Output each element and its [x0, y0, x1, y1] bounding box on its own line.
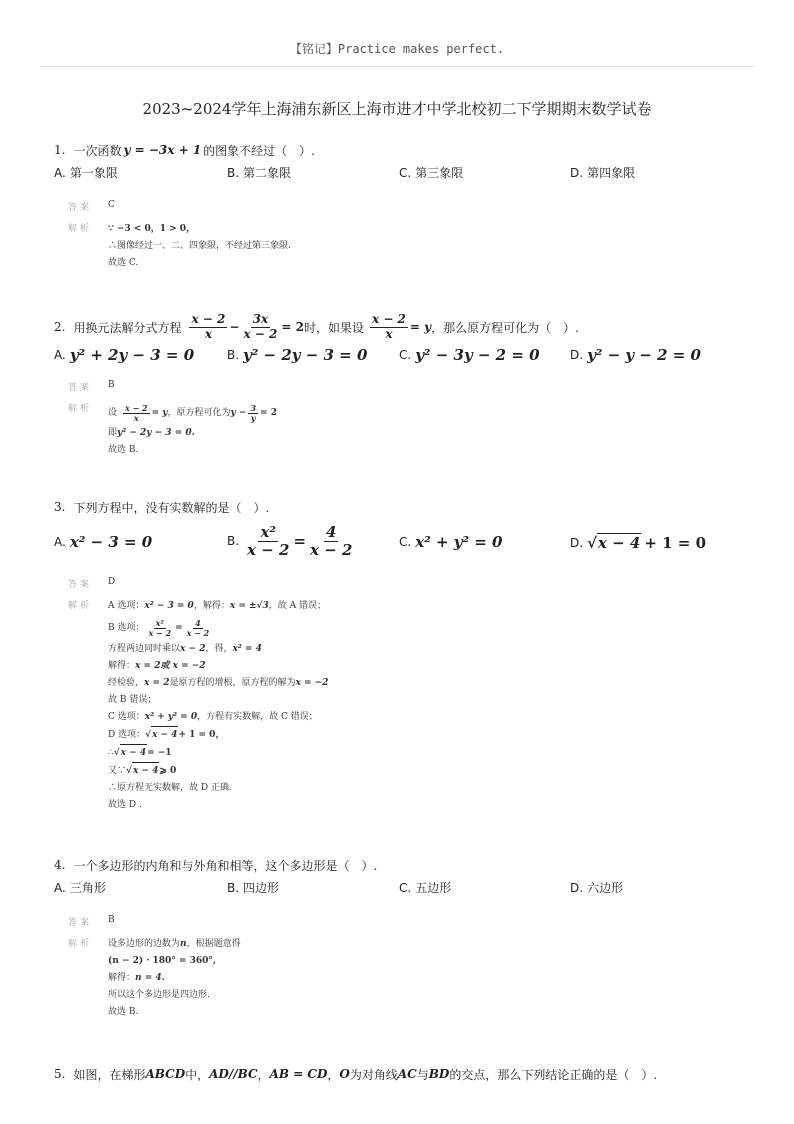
analysis-line: [108, 641, 328, 658]
sqrt-icon: √: [587, 533, 597, 552]
analysis-text: [108, 598, 328, 814]
answer-value: D: [108, 577, 116, 587]
math-expression: + 1 = 0，: [178, 730, 225, 740]
question-number: 4.: [54, 858, 66, 872]
text: ，根据题意得: [186, 939, 241, 949]
analysis-line: [108, 709, 328, 726]
answer-tag: 答案: [68, 918, 93, 928]
option-a[interactable]: [54, 533, 152, 551]
math-expression: O: [339, 1067, 350, 1081]
denominator: x − 2: [148, 627, 172, 638]
sqrt-icon: √: [126, 766, 132, 776]
math-expression: x² + y² = 0: [144, 712, 198, 722]
option-label: D.: [570, 880, 584, 895]
fraction: [241, 313, 279, 340]
text: ，原方程可化为: [167, 407, 231, 418]
analysis-line: 故选 D .: [108, 800, 142, 810]
denominator: x − 2: [186, 627, 210, 638]
radicand: x − 4: [597, 534, 641, 552]
sqrt: [151, 726, 178, 744]
option-a[interactable]: [54, 164, 118, 181]
fraction: [308, 524, 354, 558]
fraction: [370, 313, 408, 340]
answer-tag: 答案: [68, 383, 93, 393]
stem-text: 的交点，那么下列结论正确的是（ ）.: [449, 1067, 658, 1082]
option-label: A.: [54, 348, 66, 362]
option-label: A.: [54, 880, 66, 895]
fraction: [189, 313, 227, 340]
option-b[interactable]: [227, 521, 356, 561]
option-text: y² − 3y − 2 = 0: [415, 346, 540, 364]
option-b[interactable]: [227, 164, 291, 181]
math-expression: x = 2或 x = −2: [135, 661, 206, 671]
numerator: 4: [326, 523, 337, 541]
math-expression: + 1 = 0: [644, 533, 707, 552]
math-expression: ⩾ 0: [159, 766, 177, 776]
question-stem: [54, 140, 744, 160]
question-4: [54, 855, 744, 1021]
option-label: D.: [570, 348, 584, 362]
analysis-tag: 解析: [68, 224, 93, 234]
option-b[interactable]: [227, 346, 367, 364]
math-expression: ABCD: [145, 1067, 186, 1081]
math-expression: BD: [428, 1067, 450, 1081]
analysis-line: [108, 401, 277, 425]
analysis-line: ∵ −3 < 0，1 > 0，: [108, 224, 196, 234]
page-title: 2023~2024学年上海浦东新区上海市进才中学北校初二下学期期末数学试卷: [142, 100, 652, 118]
option-d[interactable]: [570, 533, 706, 552]
stem-text: 与: [416, 1067, 429, 1082]
answer-block: [54, 915, 744, 1021]
text: 即: [108, 428, 118, 438]
question-stem: [54, 497, 744, 517]
numerator: x − 2: [371, 312, 406, 327]
text: 经检验，: [108, 678, 145, 688]
option-text: y² − 2y − 3 = 0: [243, 346, 368, 364]
sqrt-icon: √: [113, 748, 120, 758]
radicand: x − 4: [132, 762, 159, 780]
stem-text: ，那么原方程可化为（ ）.: [431, 320, 579, 335]
question-stem: [54, 312, 744, 342]
denominator: x − 2: [243, 326, 278, 341]
analysis-line: [108, 598, 328, 615]
analysis-line: [108, 675, 328, 692]
option-text: y² − y − 2 = 0: [587, 346, 701, 364]
fraction: [185, 619, 212, 638]
analysis-line: [108, 762, 328, 780]
options: [54, 164, 744, 186]
math-expression: AC: [397, 1067, 417, 1081]
answer-value: C: [108, 200, 115, 210]
text: 方程两边同时乘以: [108, 644, 181, 654]
option-label: C.: [399, 535, 412, 549]
analysis-line: [108, 970, 241, 987]
math-expression: x = ±√3: [229, 601, 269, 611]
option-a[interactable]: [54, 346, 194, 364]
text: ，得，: [205, 644, 233, 654]
sqrt-icon: √: [145, 730, 151, 740]
text: ∴: [108, 748, 114, 758]
text: ，方程有实数解，故 C 错误；: [197, 712, 318, 722]
stem-text: 用换元法解分式方程: [73, 320, 182, 335]
analysis-line: [108, 936, 241, 953]
option-c[interactable]: [399, 879, 451, 896]
option-text: y² + 2y − 3 = 0: [69, 346, 195, 364]
denominator: x: [385, 326, 393, 341]
options: [54, 346, 744, 368]
math-expression: AB = CD: [269, 1067, 328, 1081]
option-text: x² + y² = 0: [415, 533, 503, 551]
options: [54, 521, 744, 561]
answer-value: B: [108, 915, 115, 925]
option-label: C.: [399, 165, 412, 180]
option-text: 第一象限: [69, 166, 118, 180]
numerator: 3: [250, 402, 257, 413]
analysis-line: 所以这个多边形是四边形.: [108, 990, 210, 1000]
operator: =: [293, 532, 307, 550]
option-text: 四边形: [243, 881, 280, 895]
question-number: 5.: [54, 1067, 66, 1081]
math-expression: n: [180, 939, 187, 949]
option-a[interactable]: [54, 879, 106, 896]
header-divider: [40, 66, 755, 67]
math-expression: x = 2: [144, 678, 170, 688]
math-expression: = 2: [260, 407, 277, 418]
numerator: x − 2: [125, 402, 148, 413]
denominator: x − 2: [247, 540, 290, 559]
denominator: x: [204, 326, 212, 341]
numerator: 4: [195, 617, 201, 628]
stem-text: 下列方程中，没有实数解的是（ ）.: [73, 500, 270, 515]
answer-block: [54, 577, 744, 814]
math-expression: n = 4.: [135, 973, 165, 983]
analysis-text: [108, 936, 241, 1021]
analysis-line: [108, 744, 328, 762]
math-expression: = y: [151, 407, 168, 418]
answer-block: [54, 200, 744, 272]
option-c[interactable]: [399, 533, 502, 551]
stem-text: ，: [327, 1067, 340, 1082]
sqrt: [132, 762, 159, 780]
option-c[interactable]: [399, 164, 463, 181]
question-1: [54, 140, 744, 272]
math-expression: y = −3x + 1: [123, 143, 202, 157]
option-label: B.: [227, 165, 240, 180]
analysis-text: [108, 401, 277, 459]
numerator: x − 2: [191, 312, 226, 327]
text: ，解得：: [193, 601, 230, 611]
stem-text: ，: [257, 1067, 270, 1082]
question-number: 2.: [54, 320, 66, 334]
option-text: 五边形: [415, 881, 452, 895]
option-b[interactable]: [227, 879, 279, 896]
numerator: x²: [260, 523, 276, 541]
stem-text: 如图，在梯形: [73, 1067, 146, 1082]
option-label: B.: [227, 348, 240, 362]
question-stem: [54, 855, 744, 875]
option-label: D.: [570, 535, 584, 550]
analysis-line: [108, 615, 328, 641]
question-2: [54, 312, 744, 459]
stem-text: 一个多边形的内角和与外角和相等，这个多边形是（ ）.: [73, 858, 378, 873]
text: 解得：: [108, 973, 136, 983]
analysis-tag: 解析: [68, 601, 93, 611]
text: 解得：: [108, 661, 136, 671]
radicand: x − 4: [120, 744, 147, 762]
option-label: D.: [570, 165, 584, 180]
stem-text: 时，如果设: [303, 320, 364, 335]
option-text: 第三象限: [415, 166, 464, 180]
math-expression: x² − 3 = 0: [144, 601, 194, 611]
option-d[interactable]: [570, 879, 623, 896]
analysis-tag: 解析: [68, 404, 93, 414]
question-number: 1.: [54, 143, 66, 157]
answer-block: [54, 380, 744, 459]
option-text: 三角形: [69, 881, 106, 895]
answer-tag: 答案: [68, 580, 93, 590]
analysis-tag: 解析: [68, 939, 93, 949]
math-expression: x = −2: [295, 678, 329, 688]
analysis-line: [108, 658, 328, 675]
analysis-line: 故选 B.: [108, 1007, 139, 1017]
fraction: [248, 404, 258, 423]
math-expression: AD//BC: [209, 1067, 258, 1081]
sqrt: [597, 533, 641, 552]
question-number: 3.: [54, 500, 66, 514]
text: C 选项：: [108, 712, 145, 722]
option-label: A.: [54, 535, 66, 549]
denominator: x: [133, 412, 139, 423]
option-d[interactable]: [570, 346, 701, 364]
math-expression: y −: [230, 407, 247, 418]
operator: =: [175, 622, 183, 633]
analysis-line: ∴原方程无实数解，故 D 正确.: [108, 783, 232, 793]
radicand: x − 4: [151, 726, 178, 744]
option-label: C.: [399, 880, 412, 895]
operator: −: [229, 320, 240, 334]
option-text: 六边形: [587, 881, 624, 895]
analysis-line: [108, 726, 328, 744]
analysis-text: [108, 221, 291, 272]
question-5: [54, 1064, 744, 1084]
option-label: B.: [227, 880, 240, 895]
option-label: B.: [227, 534, 240, 548]
text: B 选项：: [108, 622, 145, 633]
text: D 选项：: [108, 730, 146, 740]
option-text: 第二象限: [243, 166, 292, 180]
option-text: x² − 3 = 0: [69, 533, 153, 551]
fraction: [146, 619, 173, 638]
math-expression: = −1: [147, 748, 172, 758]
options: [54, 879, 744, 901]
analysis-line: ∴图像经过一、二、四象限，不经过第三象限.: [108, 241, 291, 251]
math-expression: = y: [409, 320, 432, 334]
option-c[interactable]: [399, 346, 540, 364]
text: 设: [108, 407, 118, 418]
numerator: x²: [155, 617, 164, 628]
analysis-line: 故选 B.: [108, 445, 139, 455]
text: 是原方程的增根，原方程的解为: [169, 678, 296, 688]
math-expression: y² − 2y − 3 = 0.: [117, 428, 195, 438]
stem-text: 一次函数: [73, 143, 122, 158]
math-expression: x − 2: [180, 644, 206, 654]
option-label: A.: [54, 165, 66, 180]
option-d[interactable]: [570, 164, 635, 181]
question-3: [54, 497, 744, 814]
numerator: 3x: [252, 312, 269, 327]
fraction: [245, 524, 291, 558]
analysis-line: 故 B 错误；: [108, 695, 157, 705]
page-header: 【铭记】Practice makes perfect.: [289, 42, 505, 56]
stem-text: 的图象不经过（ ）.: [203, 143, 315, 158]
answer-value: B: [108, 380, 115, 390]
stem-text: 为对角线: [349, 1067, 398, 1082]
analysis-line: 故选 C.: [108, 258, 139, 268]
fraction: [123, 404, 150, 423]
option-label: C.: [399, 348, 412, 362]
text: A 选项：: [108, 601, 145, 611]
sqrt: [120, 744, 147, 762]
option-text: 第四象限: [587, 166, 636, 180]
math-expression: = 2: [281, 320, 304, 334]
text: 设多边形的边数为: [108, 939, 181, 949]
math-expression: x² = 4: [232, 644, 262, 654]
answer-tag: 答案: [68, 203, 93, 213]
text: ，故 A 错误；: [268, 601, 326, 611]
denominator: y: [250, 412, 256, 423]
analysis-line: (n − 2) · 180° = 360°,: [108, 956, 217, 966]
denominator: x − 2: [310, 540, 353, 559]
analysis-line: [108, 425, 277, 442]
question-stem: [54, 1064, 744, 1084]
text: 又∵: [108, 766, 127, 776]
stem-text: 中，: [185, 1067, 210, 1082]
